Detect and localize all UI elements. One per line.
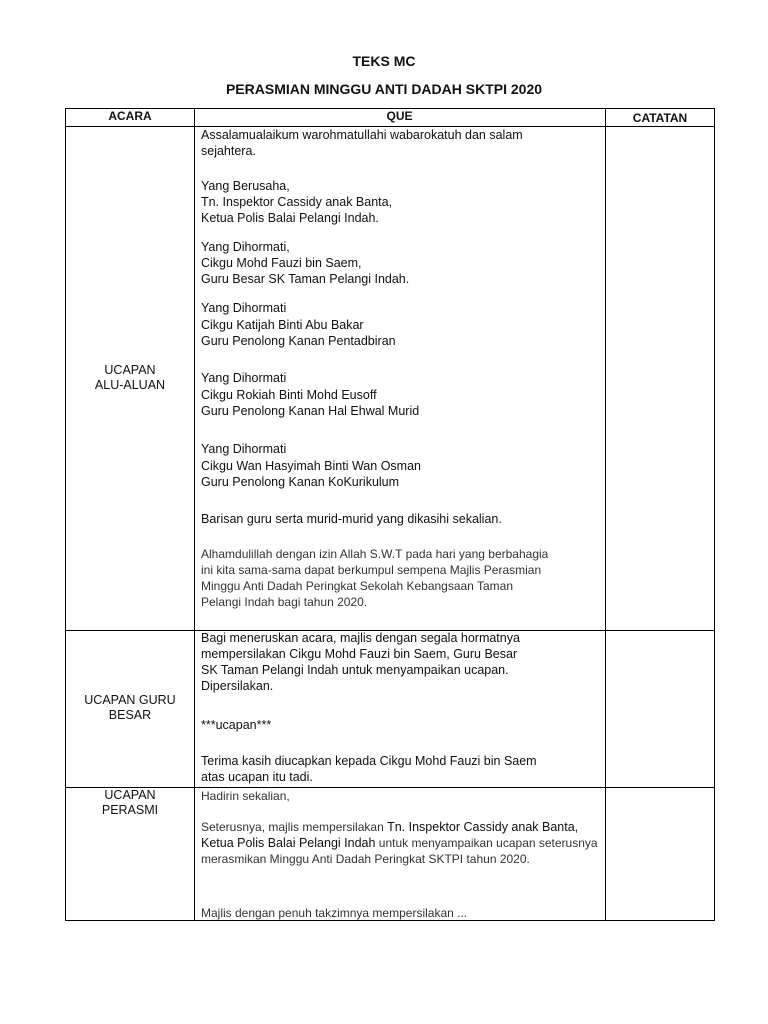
document-title: TEKS MC: [352, 53, 416, 69]
que-line: Dipersilakan.: [201, 679, 274, 693]
que-perasmi-invite: [201, 819, 601, 867]
que-line: Yang Dihormati: [201, 301, 287, 315]
que-line: Cikgu Mohd Fauzi bin Saem,: [201, 256, 362, 270]
que-line: Cikgu Wan Hasyimah Binti Wan Osman: [201, 458, 421, 473]
que-line: Ketua Polis Balai Pelangi Indah.: [201, 211, 379, 225]
acara-cell-perasmi: [66, 788, 194, 818]
column-header-que: QUE: [386, 109, 413, 123]
que-line: Yang Dihormati: [201, 442, 287, 456]
column-divider: [194, 109, 195, 920]
acara-line: UCAPAN: [104, 788, 156, 802]
que-text: untuk menyampaikan ucapan seterusnya merasmikan Minggu Anti Dadah Peringkat SKTPI tahun 2020.: [201, 836, 598, 866]
que-line: Guru Besar SK Taman Pelangi Indah.: [201, 272, 410, 286]
que-alu-aluan-opening: [201, 546, 601, 610]
que-line: Bagi meneruskan acara, majlis dengan segala hormatnya: [201, 631, 520, 645]
que-perasmi-greeting: [201, 788, 601, 804]
document-subtitle: PERASMIAN MINGGU ANTI DADAH SKTPI 2020: [225, 81, 543, 97]
column-header-acara: ACARA: [108, 109, 152, 123]
que-line: Guru Penolong Kanan KoKurikulum: [201, 475, 400, 489]
que-alu-aluan-audience: [201, 511, 601, 527]
acara-cell-guru-besar: [66, 693, 194, 723]
que-guru-besar-thanks: [201, 753, 601, 785]
que-line: Yang Dihormati: [201, 371, 287, 385]
que-guru-besar-speech-marker: [201, 717, 601, 733]
acara-line: BESAR: [108, 708, 152, 722]
acara-line: ALU-ALUAN: [94, 378, 166, 392]
que-line: ini kita sama-sama dapat berkumpul sempena Majlis Perasmian: [201, 563, 542, 577]
que-line: ***ucapan***: [201, 718, 272, 732]
que-alu-aluan-greeting: [201, 127, 601, 159]
acara-line: UCAPAN GURU: [84, 693, 176, 707]
mc-script-table: [65, 108, 715, 921]
que-line: SK Taman Pelangi Indah untuk menyampaikan ucapan.: [201, 663, 509, 677]
que-line: Minggu Anti Dadah Peringkat Sekolah Kebangsaan Taman: [201, 579, 513, 593]
que-line: Yang Berusaha,: [201, 179, 290, 193]
que-line: mempersilakan Cikgu Mohd Fauzi bin Saem, Guru Besar: [201, 647, 518, 661]
acara-line: UCAPAN: [104, 363, 156, 377]
que-line: Terima kasih diucapkan kepada Cikgu Mohd Fauzi bin Saem: [201, 754, 537, 768]
que-alu-aluan-gpk-hem: [201, 370, 601, 420]
que-line: Cikgu Katijah Binti Abu Bakar: [201, 317, 364, 332]
acara-line: PERASMI: [101, 803, 159, 817]
que-text: Seterusnya, majlis mempersilakan: [201, 820, 388, 834]
column-divider: [605, 109, 606, 920]
que-alu-aluan-gpk-pentadbiran: [201, 300, 601, 350]
que-alu-aluan-police-chief: [201, 178, 601, 226]
que-line: Yang Dihormati,: [201, 240, 290, 254]
que-line: Guru Penolong Kanan Hal Ehwal Murid: [201, 404, 420, 418]
que-line: Hadirin sekalian,: [201, 789, 290, 803]
que-line: Barisan guru serta murid-murid yang dikasihi sekalian.: [201, 512, 502, 526]
que-line: Alhamdulillah dengan izin Allah S.W.T pada hari yang berbahagia: [201, 547, 549, 561]
que-line: Tn. Inspektor Cassidy anak Banta,: [201, 195, 393, 209]
que-line: sejahtera.: [201, 144, 256, 158]
que-alu-aluan-gpk-kokurikulum: [201, 441, 601, 491]
que-line: Assalamualaikum warohmatullahi wabarokatuh dan salam: [201, 128, 523, 142]
column-header-catatan: CATATAN: [632, 111, 688, 125]
que-line: Guru Penolong Kanan Pentadbiran: [201, 334, 396, 348]
que-line: atas ucapan itu tadi.: [201, 770, 313, 784]
que-line: Majlis dengan penuh takzimnya mempersilakan ...: [201, 906, 468, 920]
que-line: Pelangi Indah bagi tahun 2020.: [201, 595, 368, 609]
acara-cell-alu-aluan: [66, 363, 194, 393]
que-guru-besar-invite: [201, 630, 601, 694]
que-perasmi-closing: [201, 905, 601, 921]
que-text-emphasis: Tn. Inspektor Cassidy anak Banta, Ketua Polis Balai Pelangi Indah: [201, 820, 579, 850]
que-alu-aluan-headmaster: [201, 239, 601, 287]
que-line: Cikgu Rokiah Binti Mohd Eusoff: [201, 387, 377, 402]
